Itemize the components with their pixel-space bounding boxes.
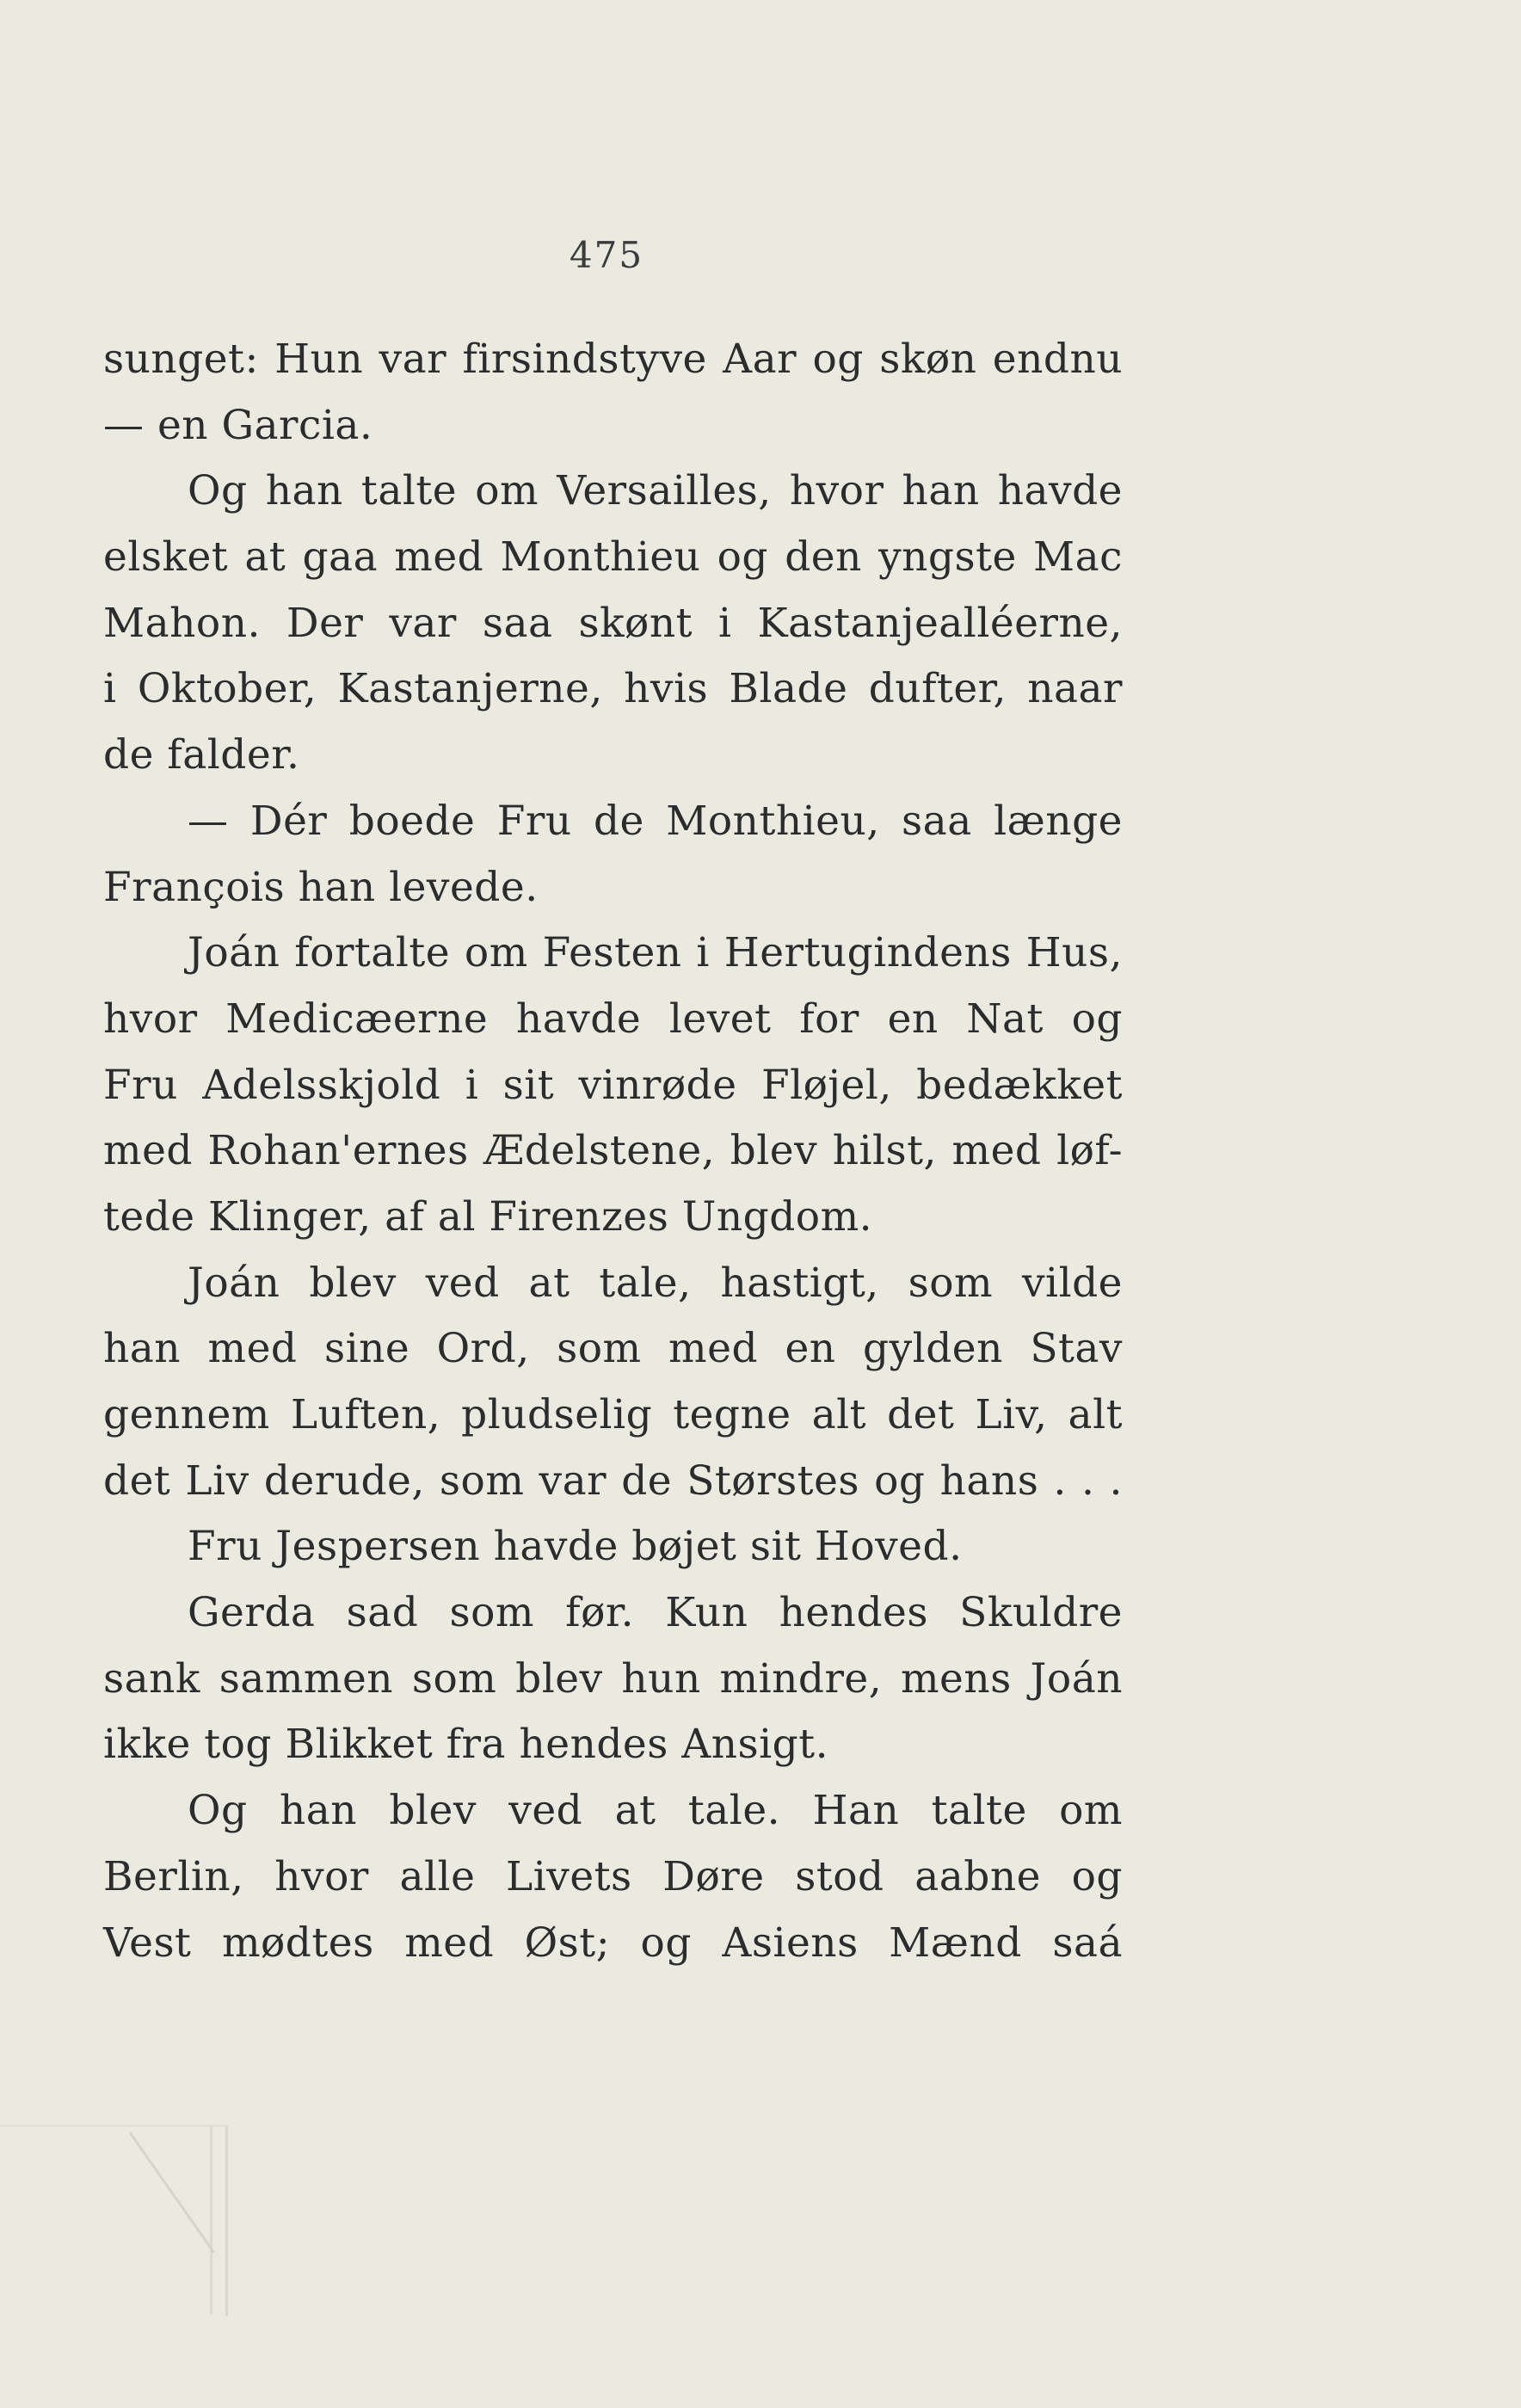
text-line: sunget: Hun var firsindstyve Aar og skøn endnu: [103, 336, 1123, 383]
text-line: Fru Adelsskjold i sit vinrøde Fløjel, bedækket: [103, 1061, 1123, 1109]
paper-mark-edge: [210, 2125, 212, 2314]
body-text: [103, 327, 1123, 1976]
text-line: Joán fortalte om Festen i Hertugindens Hus,: [188, 929, 1123, 977]
text-line: i Oktober, Kastanjerne, hvis Blade dufter, naar: [103, 665, 1123, 713]
text-line: François han levede.: [103, 863, 539, 911]
paper-mark: [0, 2125, 228, 2316]
text-line: Og han blev ved at tale. Han talte om: [188, 1787, 1123, 1835]
text-line: ikke tog Blikket fra hendes Ansigt.: [103, 1721, 829, 1769]
text-line: de falder.: [103, 731, 300, 779]
text-line: Og han talte om Versailles, hvor han havde: [188, 467, 1123, 515]
text-line: gennem Luften, pludselig tegne alt det Liv, alt: [103, 1391, 1123, 1438]
text-line: Vest mødtes med Øst; og Asiens Mænd saá: [103, 1918, 1123, 1967]
text-line: Joán blev ved at tale, hastigt, som vilde: [188, 1259, 1123, 1307]
text-line: med Rohan'ernes Ædelstene, blev hilst, med løf-: [103, 1127, 1123, 1175]
text-line: Fru Jespersen havde bøjet sit Hoved.: [188, 1523, 963, 1571]
text-line: Mahon. Der var saa skønt i Kastanjealléerne,: [103, 599, 1123, 647]
text-line: elsket at gaa med Monthieu og den yngste Mac: [103, 533, 1123, 582]
text-line: han med sine Ord, som med en gylden Stav: [103, 1325, 1123, 1373]
page-number: 475: [569, 234, 644, 276]
text-line: tede Klinger, af al Firenzes Ungdom.: [103, 1192, 873, 1241]
text-line: det Liv derude, som var de Størstes og hans . . .: [103, 1457, 1123, 1505]
text-line: sank sammen som blev hun mindre, mens Joán: [103, 1654, 1123, 1703]
text-line: — Dér boede Fru de Monthieu, saa længe: [188, 797, 1123, 845]
text-line: hvor Medicæerne havde levet for en Nat og: [103, 995, 1123, 1043]
text-line: — en Garcia.: [103, 401, 373, 449]
text-line: Berlin, hvor alle Livets Døre stod aabne og: [103, 1852, 1123, 1900]
text-line: Gerda sad som før. Kun hendes Skuldre: [188, 1589, 1123, 1637]
